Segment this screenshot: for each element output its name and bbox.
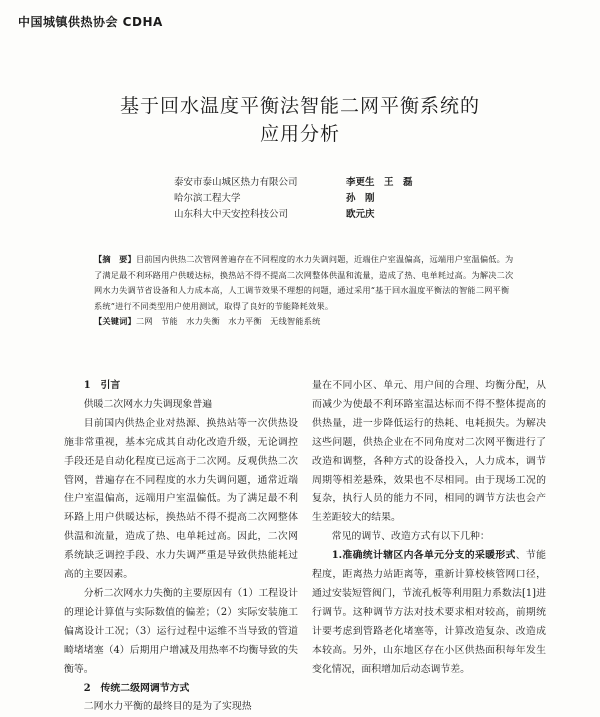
abstract-paragraph: [94, 252, 514, 314]
body-paragraph: 常见的调节、改造方式有以下几种：: [331, 531, 490, 543]
keywords-paragraph: [94, 314, 514, 330]
keywords-label: 【关键词】: [94, 316, 136, 326]
author-names: 孙 刚: [346, 193, 375, 204]
title-line-2: 应用分析: [259, 123, 340, 145]
author-names: 欧元庆: [346, 209, 375, 220]
list-item-text: 、节能程度，距离热力站距离等，重新计算校核管网口径，通过安装短管阀门，节流孔板等利用阻力系数法[1]进行调节。这种调节方法对技术要求相对较高，前期统计要考虑到管路老化堵塞等，计算改造复杂、改造成本较高。另外，山东地区存在小区供热面积每年发生变化情况，面积增加后动态调节差。: [312, 550, 546, 675]
keywords-text: 二网 节能 水力失衡 水力平衡 无线智能系统: [135, 316, 321, 326]
author-affiliation: 泰安市泰山城区热力有限公司: [174, 177, 298, 188]
list-item: [312, 547, 546, 679]
author-affiliation: 山东科大中天安控科技公司: [174, 209, 289, 220]
journal-header-org: 中国城镇供热协会 CDHA: [18, 15, 163, 29]
paper-title: [0, 92, 600, 148]
body-paragraph: 分析二次网水力失衡的主要原因有（1）工程设计的理论计算值与实际数值的偏差；（2）实际安装施工偏离设计工况；（3）运行过程中运维不当导致的管道畸堵堵塞（4）后期用户增减及用热率不均衡导致的失衡等。: [64, 587, 298, 675]
section-2-heading: 2 传统二级网调节方式: [83, 682, 190, 694]
right-column: [312, 377, 546, 680]
title-line-1: 基于回水温度平衡法智能二网平衡系统的: [119, 95, 480, 117]
abstract-text: 目前国内供热二次管网普遍存在不同程度的水力失调问题，近端住户室温偏高，远端用户室温偏低。为了满足最不利环路用户供暖达标，换热站不得不提高二次网整体供温和流量，造成了热、电单耗过高。为解决二次网水力失调节省设备和人力成本高，人工调节效果不理想的问题，通过采用“基于回水温度平衡法的智能二网平衡系统”进行不同类型用户使用测试，取得了良好的节能降耗效果。: [94, 254, 514, 311]
author-affiliation: 哈尔滨工程大学: [174, 193, 241, 204]
author-row: [174, 207, 413, 223]
list-item-title: 1.准确统计辖区内各单元分支的采暖形式: [331, 550, 516, 562]
abstract-label: 【摘 要】: [94, 254, 136, 264]
body-paragraph: 二网水力平衡的最终目的是为了实现热: [83, 701, 252, 713]
body-paragraph: 量在不同小区、单元、用户间的合理、均衡分配，从而减少为使最不利环路室温达标而不得不整体提高的供热量，进一步降低运行的热耗、电耗损失。为解决这些问题，供热企业在不同角度对二次网平衡进行了改造和调整，各种方式的设备投入，人力成本，调节周期等相差悬殊，效果也不尽相同。由于现场工况的复杂，执行人员的能力不同，相同的调节方法也会产生差距较大的结果。: [312, 380, 546, 524]
section-1-heading: 1 引言: [83, 380, 121, 391]
author-row: [174, 191, 413, 207]
author-row: [174, 175, 413, 191]
body-paragraph: 目前国内供热企业对热源、换热站等一次供热设施非常重视，基本完成其自动化改造升级，无论调控手段还是自动化程度已远高于二次网。反观供热二次管网，普遍存在不同程度的水力失调问题，通常近端住户室温偏高，远端用户室温偏低。为了满足最不利环路上用户供暖达标，换热站不得不提高二次网整体供温和流量，造成了热、电单耗过高。因此，二次网系统缺乏调控手段、水力失调严重是导致供热能耗过高的主要因素。: [64, 417, 298, 581]
author-names: 李更生 王 磊: [346, 177, 413, 188]
author-block: [174, 175, 413, 223]
left-column: [64, 377, 298, 717]
section-1-subheading: 供暖二次网水力失调现象普遍: [83, 398, 213, 410]
abstract-block: [94, 252, 514, 330]
